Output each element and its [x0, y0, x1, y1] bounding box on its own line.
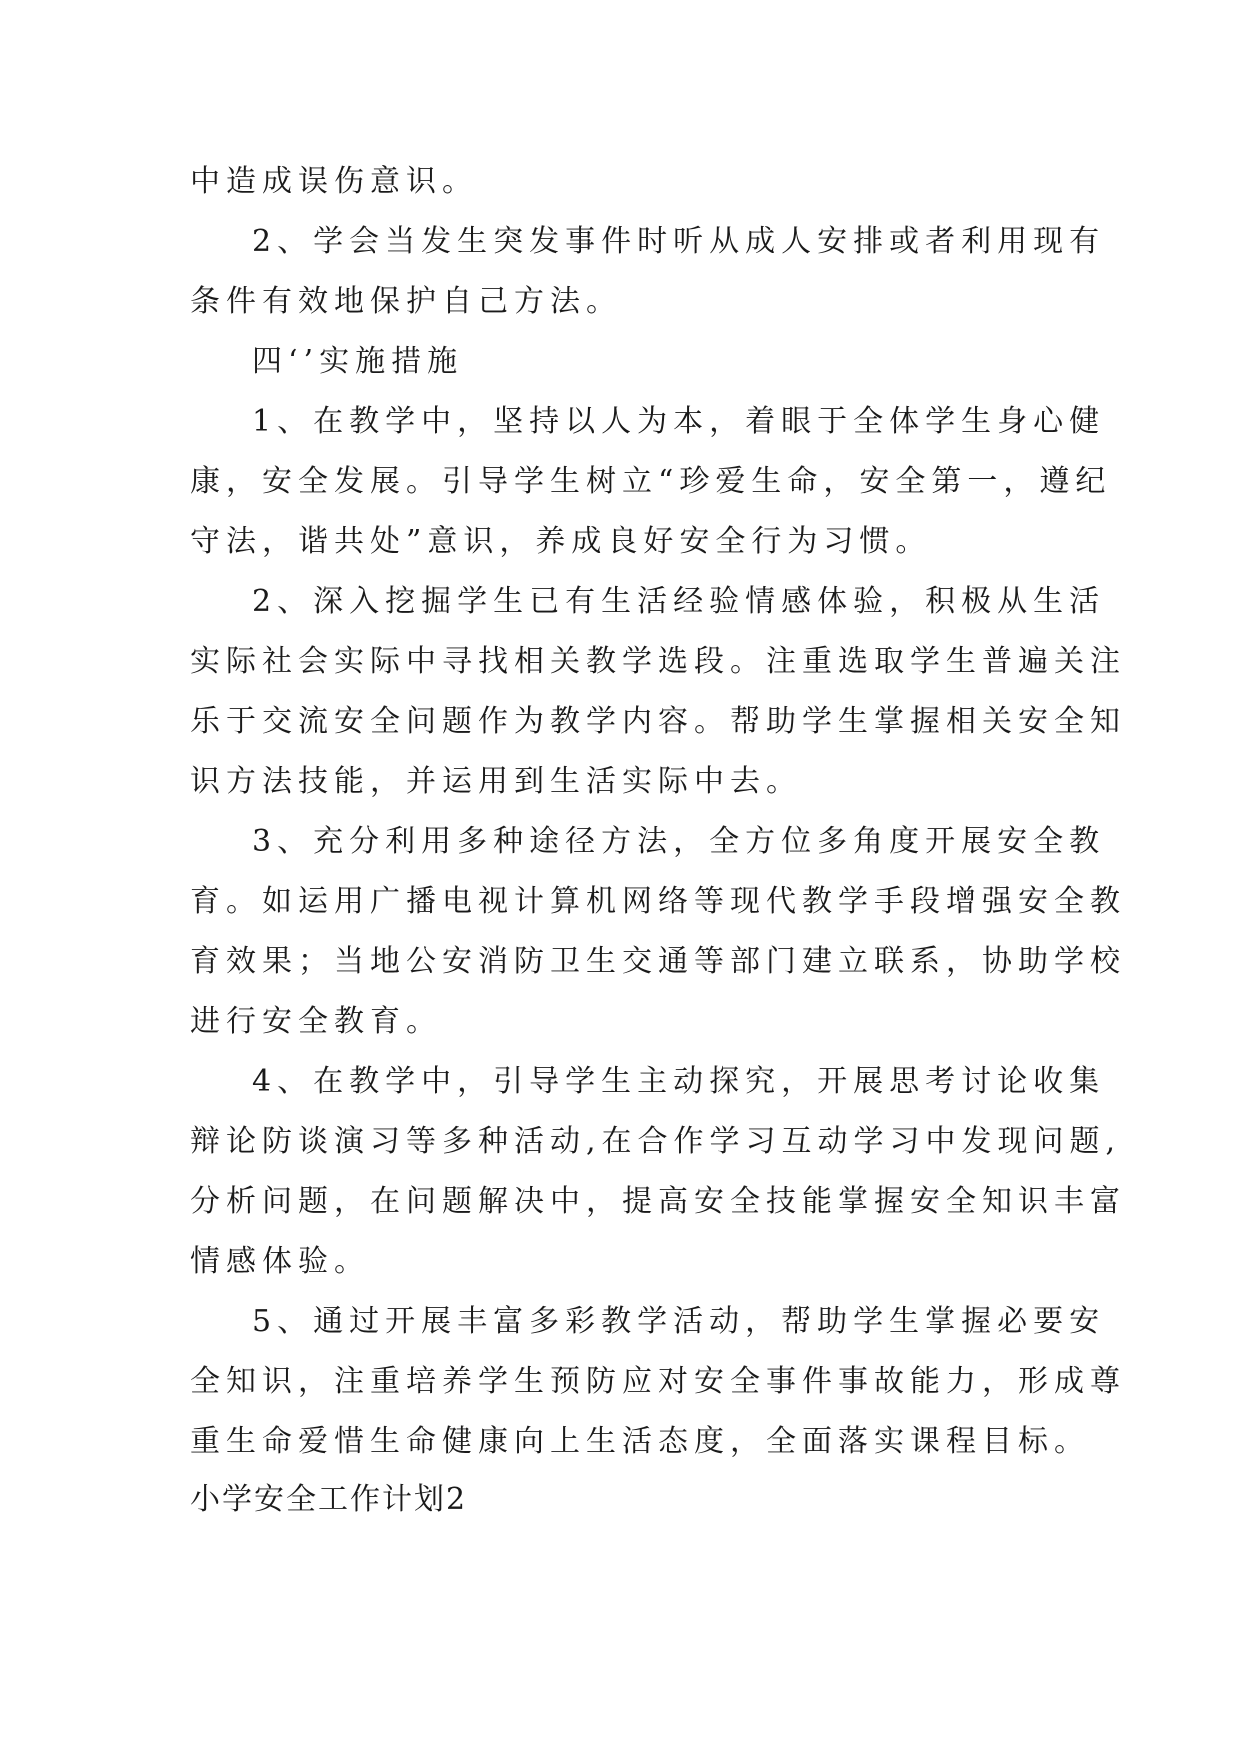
paragraph-line: 进行安全教育。 — [190, 1004, 442, 1039]
paragraph-line: 全知识，注重培养学生预防应对安全事件事故能力，形成尊 — [190, 1364, 1126, 1399]
paragraph-line: 中造成误伤意识。 — [190, 164, 478, 199]
paragraph-line: 2、深入挖掘学生已有生活经验情感体验，积极从生活 — [252, 584, 1106, 619]
paragraph-line: 5、通过开展丰富多彩教学活动，帮助学生掌握必要安 — [252, 1304, 1106, 1339]
section-heading: 四‘’实施措施 — [252, 344, 464, 379]
paragraph-line: 乐于交流安全问题作为教学内容。帮助学生掌握相关安全知 — [190, 704, 1126, 739]
paragraph-line: 条件有效地保护自己方法。 — [190, 284, 622, 319]
paragraph-line: 重生命爱惜生命健康向上生活态度，全面落实课程目标。 — [190, 1424, 1090, 1459]
paragraph-line: 育效果；当地公安消防卫生交通等部门建立联系，协助学校 — [190, 944, 1126, 979]
paragraph-line: 守法，谐共处”意识，养成良好安全行为习惯。 — [190, 524, 932, 559]
paragraph-line: 2、学会当发生突发事件时听从成人安排或者利用现有 — [252, 224, 1106, 259]
paragraph-line: 3、充分利用多种途径方法，全方位多角度开展安全教 — [252, 824, 1106, 859]
paragraph-line: 辩论防谈演习等多种活动,在合作学习互动学习中发现问题, — [190, 1124, 1122, 1159]
next-document-title: 小学安全工作计划2 — [190, 1482, 468, 1517]
paragraph-line: 实际社会实际中寻找相关教学选段。注重选取学生普遍关注 — [190, 644, 1126, 679]
paragraph-line: 分析问题，在问题解决中，提高安全技能掌握安全知识丰富 — [190, 1184, 1126, 1219]
paragraph-line: 识方法技能，并运用到生活实际中去。 — [190, 764, 802, 799]
paragraph-line: 育。如运用广播电视计算机网络等现代教学手段增强安全教 — [190, 884, 1126, 919]
paragraph-line: 康，安全发展。引导学生树立“珍爱生命，安全第一，遵纪 — [190, 464, 1112, 499]
paragraph-line: 1、在教学中，坚持以人为本，着眼于全体学生身心健 — [252, 404, 1106, 439]
paragraph-line: 4、在教学中，引导学生主动探究，开展思考讨论收集 — [252, 1064, 1106, 1099]
paragraph-line: 情感体验。 — [190, 1244, 370, 1279]
document-body — [190, 152, 1126, 1472]
